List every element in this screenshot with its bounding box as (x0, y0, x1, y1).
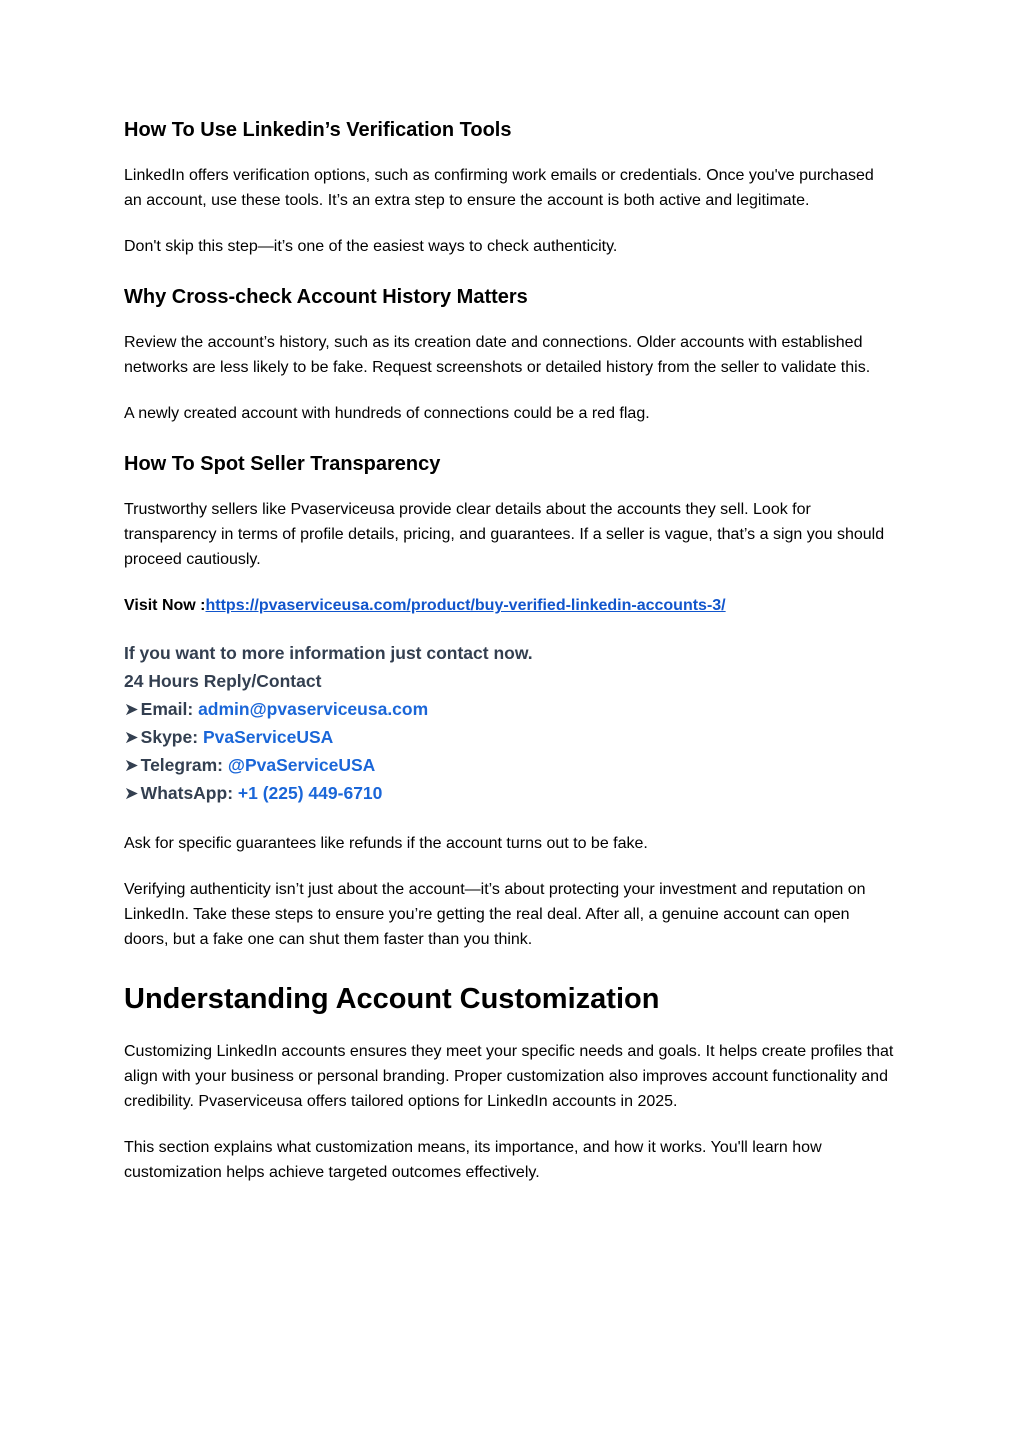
contact-line-skype (124, 723, 896, 751)
paragraph-customization-2: This section explains what customization means, its importance, and how it works. You'll learn how customization helps achieve targeted outcomes effectively. (124, 1139, 822, 1181)
paragraph-verification-2: Don't skip this step—it’s one of the easiest ways to check authenticity. (124, 238, 618, 255)
contact-line-telegram (124, 751, 896, 779)
visit-now-line (124, 593, 896, 618)
paragraph-history-1: Review the account’s history, such as its creation date and connections. Older accounts with established networks are less likely to be fake. Request screenshots or detailed history from the seller to validate this. (124, 334, 871, 376)
paragraph-history-2: A newly created account with hundreds of connections could be a red flag. (124, 405, 650, 422)
skype-link[interactable]: PvaServiceUSA (202, 727, 334, 747)
whatsapp-link[interactable]: +1 (225) 449-6710 (237, 783, 383, 803)
contact-block (124, 639, 896, 807)
paragraph-customization-1: Customizing LinkedIn accounts ensures they meet your specific needs and goals. It helps create profiles that align with your business or personal branding. Proper customization also improves account functionality and credibility. Pvaserviceusa offers tailored options for LinkedIn accounts in 2025. (124, 1043, 894, 1110)
paragraph-closing: Verifying authenticity isn’t just about the account—it’s about protecting your investment and reputation on LinkedIn. Take these steps to ensure you’re getting the real deal. After all, a genuine account can open doors, but a fake one can shut them faster than you think. (124, 881, 866, 948)
visit-now-label: Visit Now : (124, 597, 206, 614)
arrow-right-icon: ➤ (124, 755, 139, 775)
contact-label-telegram: Telegram: (140, 755, 224, 775)
arrow-right-icon: ➤ (124, 783, 139, 803)
section-heading-verification-tools: How To Use Linkedin’s Verification Tools (124, 119, 512, 141)
telegram-link[interactable]: @PvaServiceUSA (227, 755, 376, 775)
arrow-right-icon: ➤ (124, 699, 139, 719)
contact-label-email: Email: (140, 699, 194, 719)
arrow-right-icon: ➤ (124, 727, 139, 747)
contact-label-skype: Skype: (140, 727, 199, 747)
contact-intro: If you want to more information just contact now. (124, 643, 533, 663)
product-url-link[interactable]: https://pvaserviceusa.com/product/buy-verified-linkedin-accounts-3/ (205, 597, 726, 614)
paragraph-transparency-1: Trustworthy sellers like Pvaserviceusa provide clear details about the accounts they sell. Look for transparency in terms of profile details, pricing, and guarantees. If a seller is vague, that’s a sign you should proceed cautiously. (124, 501, 885, 568)
page-title-customization: Understanding Account Customization (124, 983, 660, 1015)
contact-label-whatsapp: WhatsApp: (140, 783, 234, 803)
paragraph-guarantees: Ask for specific guarantees like refunds if the account turns out to be fake. (124, 835, 648, 852)
contact-line-whatsapp (124, 779, 896, 807)
contact-hours: 24 Hours Reply/Contact (124, 671, 322, 691)
paragraph-verification-1: LinkedIn offers verification options, such as confirming work emails or credentials. Once you've purchased an account, use these tools. It’s an extra step to ensure the account is both active and legitimate. (124, 167, 874, 209)
section-heading-account-history: Why Cross-check Account History Matters (124, 286, 528, 308)
section-heading-seller-transparency: How To Spot Seller Transparency (124, 453, 441, 475)
email-link[interactable]: admin@pvaserviceusa.com (198, 699, 429, 719)
contact-line-email (124, 695, 896, 723)
